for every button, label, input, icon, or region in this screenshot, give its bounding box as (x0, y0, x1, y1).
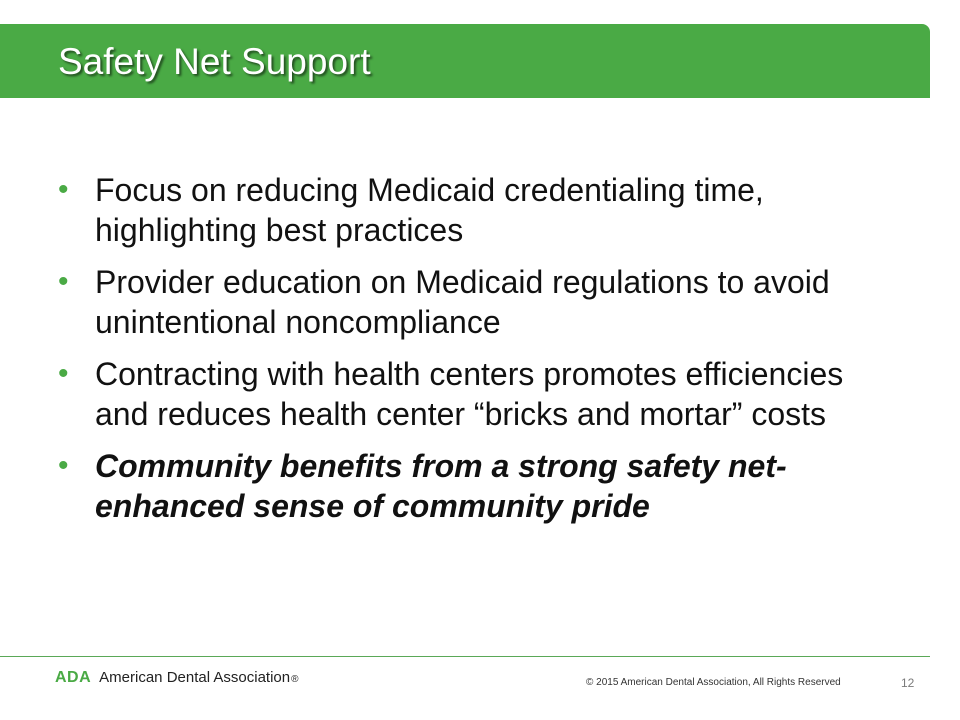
bullet-text: Focus on reducing Medicaid credentialing time, highlighting best practices (95, 172, 764, 248)
slide-title: Safety Net Support (58, 41, 371, 82)
ada-logo (55, 669, 298, 687)
bullet-text: Provider education on Medicaid regulations to avoid unintentional noncompliance (95, 264, 830, 340)
bullet-item (58, 262, 898, 342)
logo-mark: ADA (55, 669, 92, 686)
copyright-notice: © 2015 American Dental Association, All Rights Reserved (586, 677, 841, 688)
bullet-text: Community benefits from a strong safety net- enhanced sense of community pride (95, 448, 787, 524)
bullet-text: Contracting with health centers promotes efficiencies and reduces health center “bricks and mortar” costs (95, 356, 844, 432)
bullet-item (58, 354, 898, 434)
bullet-dot-icon: • (58, 173, 69, 206)
bullet-list (58, 170, 898, 538)
bullet-dot-icon: • (58, 449, 69, 482)
page-number: 12 (901, 676, 915, 690)
registered-mark: ® (291, 674, 299, 685)
bullet-dot-icon: • (58, 265, 69, 298)
footer-divider (0, 656, 930, 657)
bullet-item-emphasized (58, 446, 898, 526)
bullet-dot-icon: • (58, 357, 69, 390)
logo-name: American Dental Association (99, 669, 291, 686)
bullet-item (58, 170, 898, 250)
